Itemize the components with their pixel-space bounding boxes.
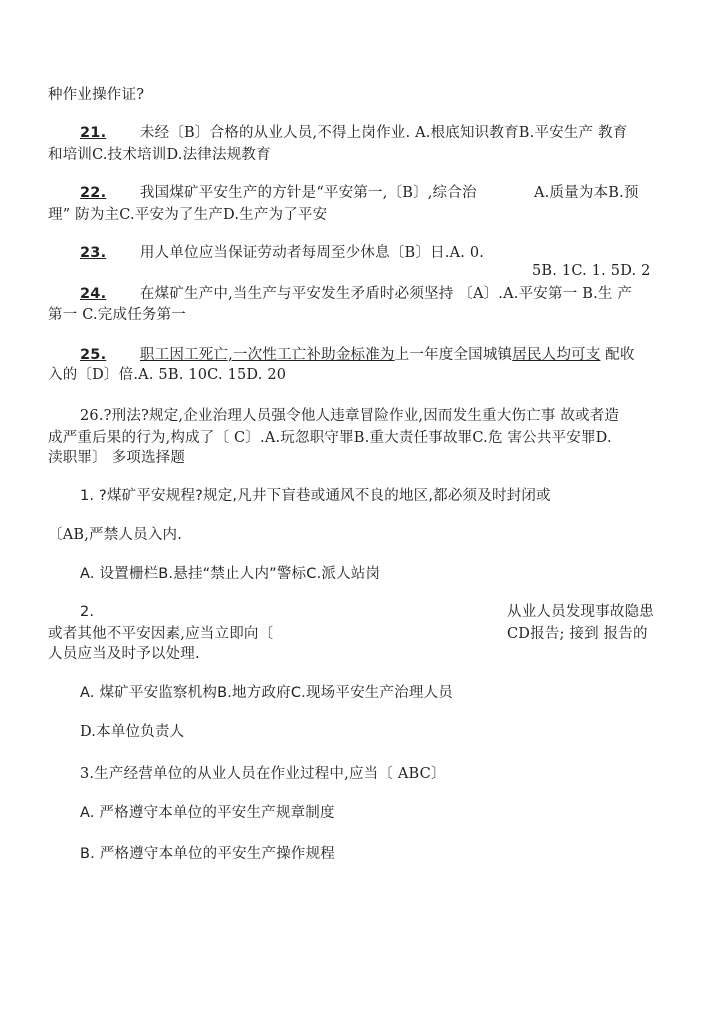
- multi-question-1-line-1: 1. ?煤矿平安规程?规定,凡井下盲巷或通风不良的地区,都必须及时封闭或: [80, 488, 551, 504]
- multi-question-1-line-2: 〔AB,严禁人员入内.: [48, 527, 183, 543]
- question-25-line-2: 入的〔D〕倍.A. 5B. 10C. 15D. 20: [48, 367, 287, 383]
- question-text: 上一年度全国城镇: [394, 347, 513, 363]
- question-text: 用人单位应当保证劳动者每周至少休息〔B〕日.A. 0.: [139, 245, 485, 261]
- question-22-line-1: [80, 184, 477, 202]
- question-25-line-1: [80, 346, 635, 364]
- multi-question-2-option-d: D.本单位负责人: [80, 724, 185, 740]
- multi-question-2-number: 2.: [80, 604, 95, 620]
- question-26-line-2: 成严重后果的行为,构成了〔 C〕.A.玩忽职守罪B.重大责任事故罪C.危 害公共平安罪D.: [48, 430, 612, 446]
- question-number: 21.: [80, 125, 107, 141]
- multi-question-3-option-b: B. 严格遵守本单位的平安生产操作规程: [80, 846, 335, 862]
- text-line: 种作业操作证?: [48, 87, 145, 103]
- question-22-options: A.质量为本B.预: [534, 185, 639, 201]
- question-number: 22.: [80, 185, 107, 201]
- multi-question-2-line-2b: CD报告; 接到 报告的: [507, 626, 648, 642]
- question-text: 我国煤矿平安生产的方针是“平安第一,〔B〕,综合治: [139, 185, 477, 201]
- question-23-line-1: [80, 244, 484, 262]
- question-26-line-3: 渎职罪〕 多项选择题: [48, 450, 186, 466]
- question-21-line-2: 和培训C.技术培训D.法律法规教育: [48, 147, 271, 163]
- question-text: 配收: [605, 347, 635, 363]
- multi-question-2-line-1: 从业人员发现事故隐患: [507, 604, 654, 620]
- multi-question-1-options: A. 设置栅栏B.悬挂“禁止人内”警标C.派人站岗: [80, 566, 381, 582]
- question-22-line-2: 理” 防为主C.平安为了生产D.生产为了平安: [48, 207, 328, 223]
- question-24-line-2: 第一 C.完成任务第一: [48, 307, 186, 323]
- multi-question-3-line-1: 3.生产经营单位的从业人员在作业过程中,应当〔 ABC〕: [80, 766, 446, 782]
- underlined-text: 职工因工死亡,一次性工亡补助金标准为: [139, 347, 395, 363]
- question-text: 在煤矿生产中,当生产与平安发生矛盾时必须坚持 〔A〕.A.平安第一 B.生 产: [139, 286, 633, 302]
- question-24-line-1: [80, 285, 632, 303]
- question-number: 25.: [80, 347, 107, 363]
- question-number: 23.: [80, 245, 107, 261]
- multi-question-3-option-a: A. 严格遵守本单位的平安生产规章制度: [80, 805, 335, 821]
- question-26-line-1: 26.?刑法?规定,企业治理人员强令他人违章冒险作业,因而发生重大伤亡事 故或者造: [80, 408, 620, 424]
- underlined-text: 居民人均可支: [512, 347, 601, 363]
- multi-question-2-options: A. 煤矿平安监察机构B.地方政府C.现场平安生产治理人员: [80, 685, 453, 701]
- question-number: 24.: [80, 286, 107, 302]
- multi-question-2-line-3: 人员应当及时予以处理.: [48, 646, 200, 662]
- multi-question-2-line-2: 或者其他不平安因素,应当立即向〔: [48, 626, 274, 642]
- question-23-line-2: 5B. 1C. 1. 5D. 2: [532, 263, 651, 279]
- question-21-line-1: [80, 124, 627, 142]
- question-text: 未经〔B〕合格的从业人员,不得上岗作业. A.根底知识教育B.平安生产 教育: [139, 125, 628, 141]
